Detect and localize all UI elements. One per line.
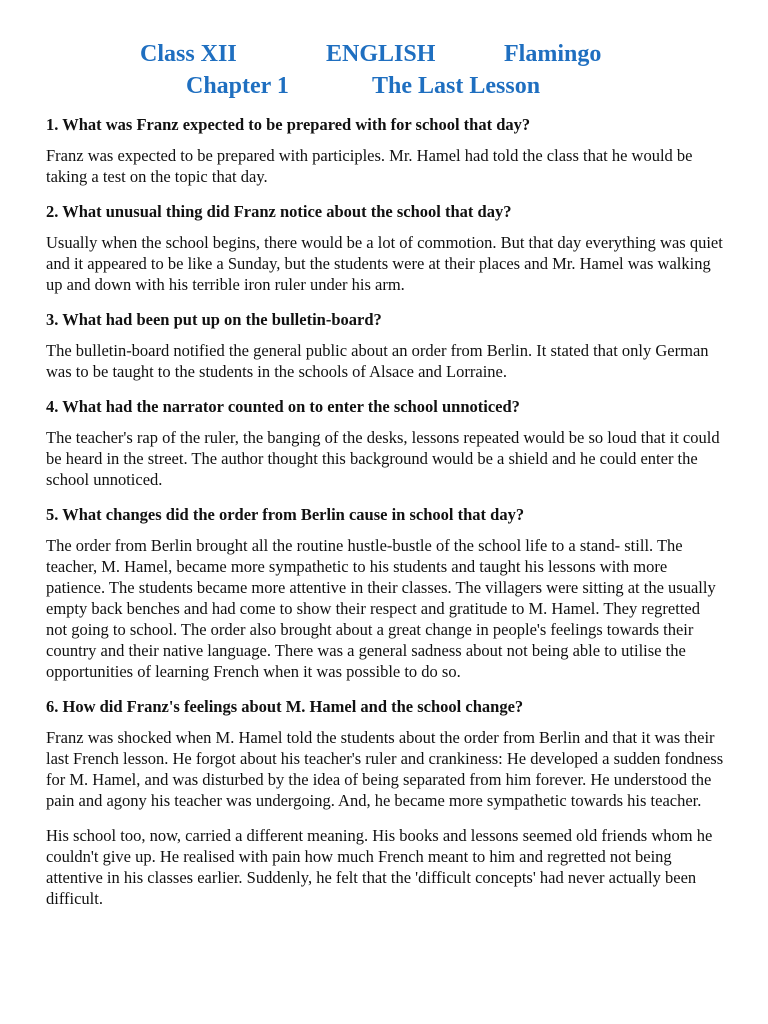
class-label: Class XII — [140, 41, 237, 67]
question-answer-list — [46, 114, 724, 909]
answer-paragraph: The teacher's rap of the ruler, the banging of the desks, lessons repeated would be so loud that it could be heard in the street. The author thought this background would be a shield and he could enter the school unnoticed. — [46, 428, 720, 489]
question-text: 2. What unusual thing did Franz notice about the school that day? — [46, 202, 512, 221]
qa-item — [46, 396, 724, 490]
question-text: 6. How did Franz's feelings about M. Hamel and the school change? — [46, 697, 524, 716]
answer-paragraph: Usually when the school begins, there would be a lot of commotion. But that day everything was quiet and it appeared to be like a Sunday, but the students were at their places and Mr. Hamel was walking up and down with his terrible iron ruler under his arm. — [46, 233, 723, 294]
chapter-title: The Last Lesson — [372, 73, 541, 99]
subject-label: ENGLISH — [326, 41, 436, 67]
question-text: 5. What changes did the order from Berlin cause in school that day? — [46, 505, 525, 524]
qa-item — [46, 114, 724, 187]
answer-paragraph: Franz was expected to be prepared with participles. Mr. Hamel had told the class that he would be taking a test on the topic that day. — [46, 146, 693, 186]
question-text: 1. What was Franz expected to be prepared with for school that day? — [46, 115, 531, 134]
qa-item — [46, 201, 724, 295]
document-header — [46, 38, 724, 102]
answer-paragraph: His school too, now, carried a different meaning. His books and lessons seemed old friends whom he couldn't give up. He realised with pain how much French meant to him and regretted not being attentive in his classes earlier. Suddenly, he felt that the 'difficult concepts' had never actually been difficult. — [46, 826, 713, 908]
question-text: 4. What had the narrator counted on to enter the school unnoticed? — [46, 397, 520, 416]
qa-item — [46, 504, 724, 682]
qa-item — [46, 696, 724, 909]
chapter-label: Chapter 1 — [186, 73, 289, 99]
question-text: 3. What had been put up on the bulletin-board? — [46, 310, 382, 329]
header-line-class — [140, 38, 724, 70]
answer-paragraph: Franz was shocked when M. Hamel told the students about the order from Berlin and that it was their last French lesson. He forgot about his teacher's ruler and crankiness: He developed a sudden fondness for M. Hamel, and was disturbed by the idea of being separated from him forever. He understood the pain and agony his teacher was undergoing. And, he became more sympathetic towards his teacher. — [46, 728, 724, 810]
header-line-chapter — [186, 70, 724, 102]
answer-paragraph: The bulletin-board notified the general public about an order from Berlin. It stated that only German was to be taught to the students in the schools of Alsace and Lorraine. — [46, 341, 709, 381]
answer-paragraph: The order from Berlin brought all the routine hustle-bustle of the school life to a stand- still. The teacher, M. Hamel, became more sympathetic to his students and taught his lessons with more patience. The students became more attentive in their classes. The villagers were sitting at the usually empty back benches and had come to show their respect and gratitude to M. Hamel. They regretted not going to school. The order also brought about a great change in people's feelings towards their country and their native language. There was a general sadness about not being able to utilise the opportunities of learning French when it was possible to do so. — [46, 536, 716, 681]
book-label: Flamingo — [504, 41, 602, 67]
qa-item — [46, 309, 724, 382]
